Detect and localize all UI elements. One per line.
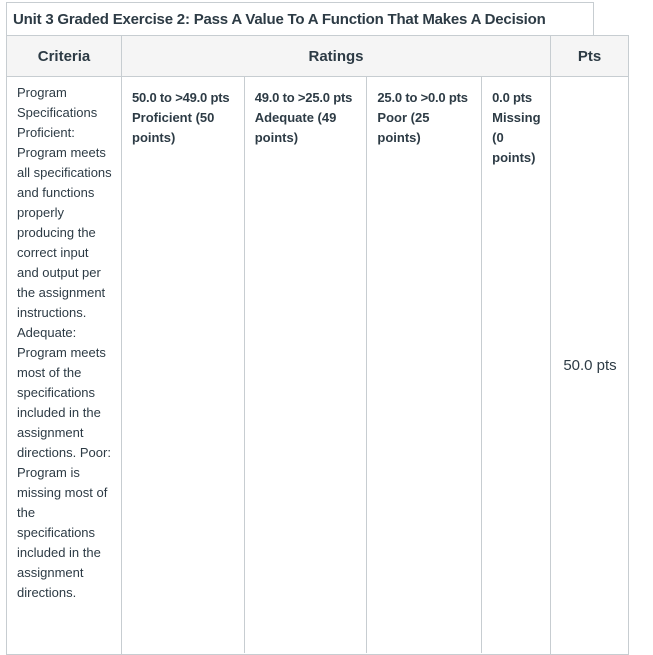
criteria-header: Criteria bbox=[7, 36, 122, 77]
criterion-cell bbox=[7, 77, 122, 655]
criterion-title: Program Specifications bbox=[17, 85, 98, 120]
rubric-header-row bbox=[7, 36, 629, 77]
rubric-title: Unit 3 Graded Exercise 2: Pass A Value To A Function That Makes A Decision bbox=[6, 2, 594, 35]
criterion-description: Proficient: Program meets all specifications and functions properly producing the correct input and output per the assignment instructions. Adequate: Program meets most of the specifications included in the assignment directions. Poor: Program is missing most of the specifications included in the assignment directions. bbox=[17, 125, 112, 600]
rating-description: Adequate (49 points) bbox=[254, 110, 337, 145]
rating-proficient bbox=[122, 77, 245, 653]
pts-header: Pts bbox=[551, 36, 629, 77]
rating-points: 50.0 to >49.0 pts bbox=[132, 90, 230, 105]
rating-points: 49.0 to >25.0 pts bbox=[254, 90, 353, 105]
rating-missing bbox=[482, 77, 550, 653]
ratings-cell bbox=[122, 77, 551, 655]
rating-description: Poor (25 points) bbox=[377, 110, 430, 145]
rating-description: Proficient (50 points) bbox=[132, 110, 215, 145]
rating-points: 0.0 pts bbox=[492, 90, 532, 105]
rating-poor bbox=[367, 77, 482, 653]
ratings-list bbox=[122, 77, 550, 653]
criterion-row bbox=[7, 77, 629, 655]
rating-adequate bbox=[245, 77, 368, 653]
rating-description: Missing (0 points) bbox=[492, 110, 541, 165]
criterion-points: 50.0 pts bbox=[551, 77, 629, 655]
rating-points: 25.0 to >0.0 pts bbox=[377, 90, 468, 105]
ratings-header: Ratings bbox=[122, 36, 551, 77]
rubric-table bbox=[6, 35, 629, 655]
